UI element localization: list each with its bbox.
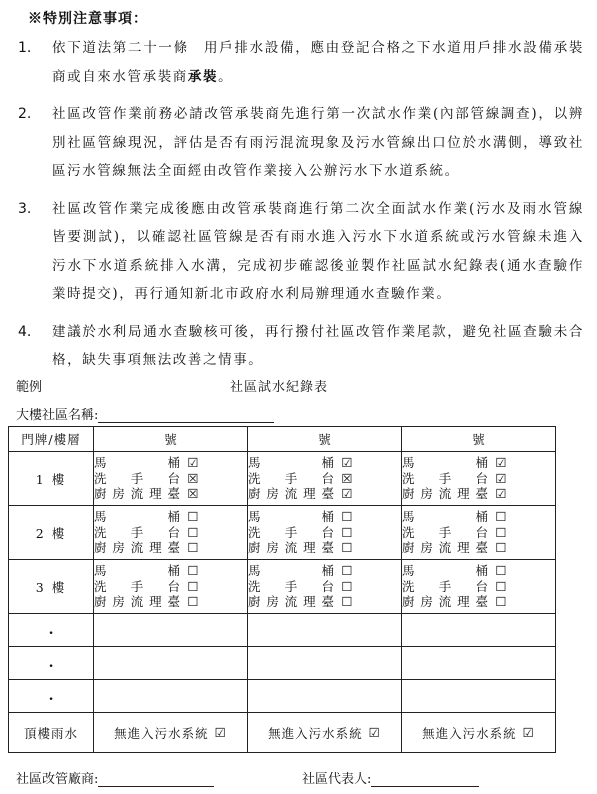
fixture-label: 洗 手 台 xyxy=(94,524,180,540)
fixture-item xyxy=(402,540,555,556)
fixture-item xyxy=(402,525,555,541)
blank-row xyxy=(9,647,556,680)
unit-cell xyxy=(94,506,248,560)
note-number: 3. xyxy=(18,200,32,217)
fixture-checkbox[interactable]: ☐ xyxy=(495,524,507,540)
fixture-item xyxy=(248,594,401,610)
roof-cell xyxy=(94,713,248,753)
fixture-item xyxy=(248,579,401,595)
unit-cell xyxy=(402,560,556,614)
building-name-line[interactable] xyxy=(98,408,274,423)
contractor-sign-field[interactable] xyxy=(16,768,214,787)
header-floor: 門牌/樓層 xyxy=(9,427,94,452)
fixture-checkbox[interactable]: ☐ xyxy=(341,540,353,556)
floor-row xyxy=(9,452,556,506)
fixture-label: 廚 房 流 理 臺 xyxy=(248,594,334,610)
fixture-item xyxy=(94,471,247,487)
note-item xyxy=(14,195,584,309)
note-number: 2. xyxy=(18,106,32,122)
fixture-label: 廚 房 流 理 臺 xyxy=(402,486,488,502)
fixture-item xyxy=(248,509,401,525)
note-item xyxy=(14,100,584,186)
blank-cell[interactable] xyxy=(402,680,556,713)
table-header-row xyxy=(9,427,556,452)
fixture-checkbox[interactable]: ☐ xyxy=(187,524,199,540)
roof-checkbox[interactable]: ☑ xyxy=(214,725,227,740)
unit-cell xyxy=(248,506,402,560)
fixture-item xyxy=(402,563,555,579)
unit-cell xyxy=(248,560,402,614)
fixture-checkbox[interactable]: ☐ xyxy=(187,509,199,525)
fixture-item xyxy=(94,540,247,556)
fixture-checkbox[interactable]: ☒ xyxy=(341,470,353,486)
fixture-checkbox[interactable]: ☐ xyxy=(341,509,353,525)
fixture-checkbox[interactable]: ☐ xyxy=(495,594,507,610)
roof-cell xyxy=(248,713,402,753)
fixture-checkbox[interactable]: ☐ xyxy=(341,578,353,594)
fixture-label: 馬 桶 xyxy=(248,563,334,579)
contractor-label: 社區改管廠商: xyxy=(16,772,99,787)
floor-label: 2 樓 xyxy=(9,506,94,560)
fixture-item xyxy=(248,525,401,541)
roof-row xyxy=(9,713,556,753)
water-test-table xyxy=(8,426,556,753)
fixture-label: 洗 手 台 xyxy=(248,578,334,594)
fixture-checkbox[interactable]: ☑ xyxy=(495,470,507,486)
note-text: 社區改管作業前務必請改管承裝商先進行第一次試水作業(內部管線調查)，以辨別社區管線現況，評估是否有雨污混流現象及污水管線出口位於水溝側，導致社區污水管線無法全面經由改管作業接入公辦污水下水道系統。 xyxy=(52,106,584,179)
fixture-checkbox[interactable]: ☒ xyxy=(187,486,199,502)
fixture-item xyxy=(94,509,247,525)
fixture-label: 廚 房 流 理 臺 xyxy=(94,486,180,502)
representative-label: 社區代表人: xyxy=(302,772,372,787)
fixture-checkbox[interactable]: ☐ xyxy=(495,578,507,594)
roof-label: 頂樓雨水 xyxy=(9,713,94,753)
fixture-label: 洗 手 台 xyxy=(402,524,488,540)
fixture-label: 馬 桶 xyxy=(402,509,488,525)
fixture-label: 廚 房 流 理 臺 xyxy=(402,594,488,610)
blank-row xyxy=(9,680,556,713)
blank-cell[interactable] xyxy=(94,614,248,647)
fixture-label: 馬 桶 xyxy=(94,563,180,579)
note-text: 社區改管作業完成後應由改管承裝商進行第二次全面試水作業(污水及雨水管線皆要測試)，以確認社區管線是否有雨水進入污水下水道系統或污水管線未進入污水下水道系統排入水溝，完成初步確認後並製作社區試水紀錄表(通水查驗作業時提交)，再行通知新北市政府水利局辦理通水查驗作業。 xyxy=(52,200,584,302)
ellipsis-dot: . xyxy=(9,647,94,680)
fixture-item xyxy=(94,455,247,471)
fixture-item xyxy=(402,455,555,471)
example-label: 範例 xyxy=(16,380,43,395)
fixture-item xyxy=(94,563,247,579)
header-unit: 號 xyxy=(94,427,248,452)
fixture-checkbox[interactable]: ☐ xyxy=(187,563,199,579)
floor-label: 3 樓 xyxy=(9,560,94,614)
representative-line[interactable] xyxy=(371,772,479,787)
fixture-label: 洗 手 台 xyxy=(248,524,334,540)
fixture-label: 洗 手 台 xyxy=(94,578,180,594)
notes-list xyxy=(14,34,584,384)
fixture-checkbox[interactable]: ☒ xyxy=(187,470,199,486)
building-name-label: 大樓社區名稱: xyxy=(16,408,99,423)
fixture-label: 廚 房 流 理 臺 xyxy=(94,594,180,610)
blank-cell[interactable] xyxy=(94,647,248,680)
fixture-label: 馬 桶 xyxy=(402,563,488,579)
fixture-checkbox[interactable]: ☑ xyxy=(495,486,507,502)
fixture-checkbox[interactable]: ☐ xyxy=(495,563,507,579)
fixture-label: 馬 桶 xyxy=(248,455,334,471)
form-title: 社區試水紀錄表 xyxy=(230,380,329,395)
blank-cell[interactable] xyxy=(402,614,556,647)
floor-row xyxy=(9,506,556,560)
unit-cell xyxy=(248,452,402,506)
ellipsis-dot: . xyxy=(9,614,94,647)
fixture-checkbox[interactable]: ☐ xyxy=(187,540,199,556)
fixture-item xyxy=(94,486,247,502)
fixture-label: 馬 桶 xyxy=(402,455,488,471)
roof-status-text: 無進入污水系統 xyxy=(114,725,209,741)
fixture-item xyxy=(248,540,401,556)
contractor-line[interactable] xyxy=(98,772,214,787)
fixture-checkbox[interactable]: ☐ xyxy=(495,509,507,525)
note-item xyxy=(14,318,584,375)
note-text: 依下道法第二十一條 用戶排水設備，應由登記合格之下水道用戶排水設備承裝商或自來水管承裝商承裝。 xyxy=(52,40,584,85)
roof-status-text: 無進入污水系統 xyxy=(268,725,363,741)
fixture-checkbox[interactable]: ☑ xyxy=(187,455,199,471)
note-item xyxy=(14,34,584,91)
roof-checkbox[interactable]: ☑ xyxy=(522,725,535,740)
blank-cell[interactable] xyxy=(248,647,402,680)
header-unit: 號 xyxy=(402,427,556,452)
fixture-label: 洗 手 台 xyxy=(402,470,488,486)
roof-status-text: 無進入污水系統 xyxy=(422,725,517,741)
fixture-label: 馬 桶 xyxy=(94,455,180,471)
fixture-label: 洗 手 台 xyxy=(402,578,488,594)
fixture-item xyxy=(402,471,555,487)
roof-checkbox[interactable]: ☑ xyxy=(368,725,381,740)
fixture-checkbox[interactable]: ☐ xyxy=(341,594,353,610)
fixture-label: 廚 房 流 理 臺 xyxy=(402,540,488,556)
unit-cell xyxy=(402,452,556,506)
blank-cell[interactable] xyxy=(248,680,402,713)
roof-cell xyxy=(402,713,556,753)
fixture-label: 廚 房 流 理 臺 xyxy=(248,540,334,556)
building-name-field[interactable] xyxy=(16,404,274,423)
fixture-label: 廚 房 流 理 臺 xyxy=(248,486,334,502)
fixture-label: 馬 桶 xyxy=(248,509,334,525)
ellipsis-dot: . xyxy=(9,680,94,713)
representative-sign-field[interactable] xyxy=(302,768,479,787)
fixture-item xyxy=(248,486,401,502)
blank-cell[interactable] xyxy=(248,614,402,647)
fixture-item xyxy=(248,471,401,487)
fixture-item xyxy=(94,579,247,595)
note-emphasis: 承裝 xyxy=(187,68,219,85)
unit-cell xyxy=(94,560,248,614)
note-text: 建議於水利局通水查驗核可後，再行撥付社區改管作業尾款，避免社區查驗未合格，缺失事項無法改善之情事。 xyxy=(52,323,584,368)
notes-heading: ※特別注意事項： xyxy=(28,11,148,27)
fixture-label: 馬 桶 xyxy=(94,509,180,525)
fixture-checkbox[interactable]: ☐ xyxy=(187,578,199,594)
fixture-item xyxy=(402,486,555,502)
fixture-item xyxy=(94,525,247,541)
floor-label: 1 樓 xyxy=(9,452,94,506)
fixture-label: 廚 房 流 理 臺 xyxy=(94,540,180,556)
header-unit: 號 xyxy=(248,427,402,452)
unit-cell xyxy=(94,452,248,506)
fixture-label: 洗 手 台 xyxy=(94,470,180,486)
fixture-label: 洗 手 台 xyxy=(248,470,334,486)
fixture-checkbox[interactable]: ☐ xyxy=(187,594,199,610)
floor-row xyxy=(9,560,556,614)
fixture-checkbox[interactable]: ☑ xyxy=(495,455,507,471)
fixture-item xyxy=(402,594,555,610)
note-number: 4. xyxy=(18,323,32,340)
note-number: 1. xyxy=(18,40,32,56)
fixture-checkbox[interactable]: ☐ xyxy=(341,563,353,579)
fixture-checkbox[interactable]: ☑ xyxy=(341,486,353,502)
blank-row xyxy=(9,614,556,647)
fixture-item xyxy=(402,579,555,595)
blank-cell[interactable] xyxy=(94,680,248,713)
fixture-checkbox[interactable]: ☐ xyxy=(341,524,353,540)
fixture-item xyxy=(94,594,247,610)
fixture-item xyxy=(248,455,401,471)
fixture-item xyxy=(402,509,555,525)
fixture-checkbox[interactable]: ☐ xyxy=(495,540,507,556)
fixture-item xyxy=(248,563,401,579)
blank-cell[interactable] xyxy=(402,647,556,680)
unit-cell xyxy=(402,506,556,560)
fixture-checkbox[interactable]: ☑ xyxy=(341,455,353,471)
